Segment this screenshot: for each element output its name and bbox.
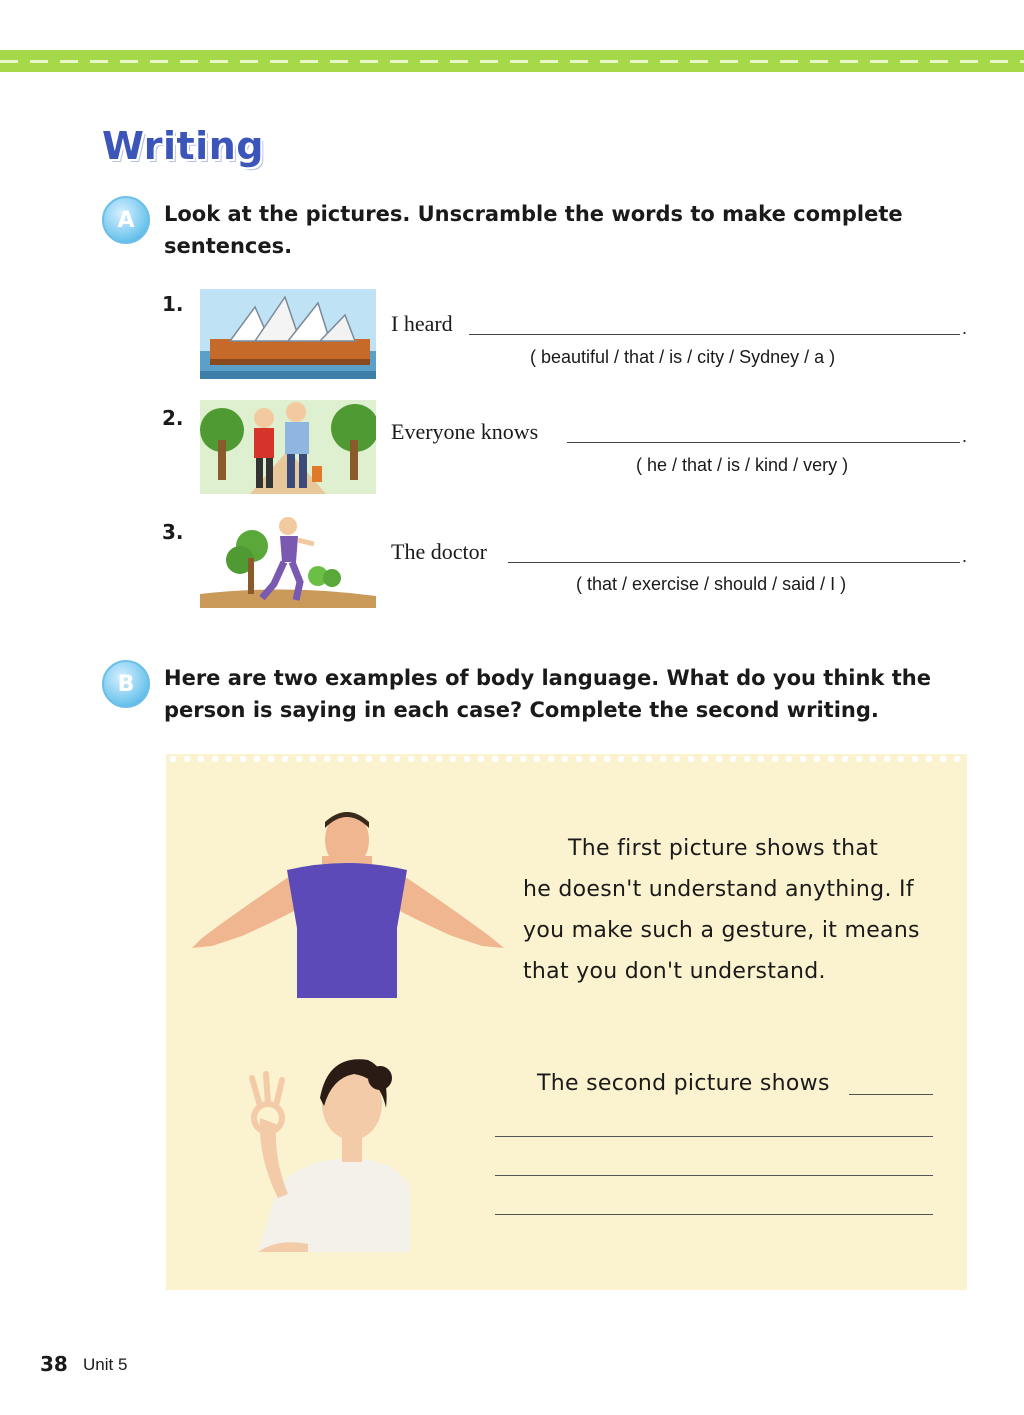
- sydney-opera-house-icon: [200, 289, 376, 379]
- item-2-prompt: Everyone knows: [391, 419, 539, 444]
- item-3-period: .: [962, 546, 968, 566]
- item-3-number: 3.: [162, 520, 184, 544]
- item-2-period: .: [962, 426, 968, 446]
- item-1-prompt: I heard: [391, 311, 453, 336]
- item-3-answer-blank[interactable]: [508, 562, 960, 563]
- second-text-prompt: The second picture shows: [537, 1071, 830, 1096]
- second-text-blank-line-1[interactable]: [495, 1136, 933, 1137]
- item-3-prompt: The doctor: [391, 539, 487, 564]
- second-text-blank-inline[interactable]: [849, 1094, 933, 1095]
- unit-label: Unit 5: [83, 1355, 128, 1374]
- part-b-instruction: Here are two examples of body language. What do you think the person is saying in each case? Complete the second writing.: [164, 666, 931, 722]
- man-shrugging-icon: [182, 808, 512, 998]
- item-1-hint: ( beautiful / that / is / city / Sydney / a ): [530, 347, 836, 367]
- item-1-number: 1.: [162, 292, 184, 316]
- panel-perforated-edge: [166, 752, 967, 766]
- woman-ok-gesture-icon: [238, 1048, 414, 1252]
- item-3-hint: ( that / exercise / should / said / I ): [576, 574, 847, 594]
- couple-walking-icon: [200, 400, 376, 494]
- first-text-line-2: he doesn't understand anything. If: [523, 877, 914, 902]
- first-text-line-1: The first picture shows that: [568, 836, 879, 861]
- part-a-instruction: Look at the pictures. Unscramble the words to make complete sentences.: [164, 202, 903, 258]
- item-2-hint: ( he / that / is / kind / very ): [636, 455, 849, 475]
- page-number: 38: [40, 1352, 68, 1376]
- second-text-blank-line-3[interactable]: [495, 1214, 933, 1215]
- item-1-period: .: [962, 318, 968, 338]
- man-jogging-icon: [200, 514, 376, 608]
- top-decorative-band: [0, 50, 1024, 72]
- part-b-badge: B: [102, 660, 150, 708]
- section-title: Writing: [102, 124, 264, 168]
- item-1-answer-blank[interactable]: [469, 334, 960, 335]
- item-2-number: 2.: [162, 406, 184, 430]
- first-text-line-4: that you don't understand.: [523, 959, 826, 984]
- first-text-line-3: you make such a gesture, it means: [523, 918, 920, 943]
- part-a-badge: A: [102, 196, 150, 244]
- item-2-answer-blank[interactable]: [567, 442, 960, 443]
- second-text-blank-line-2[interactable]: [495, 1175, 933, 1176]
